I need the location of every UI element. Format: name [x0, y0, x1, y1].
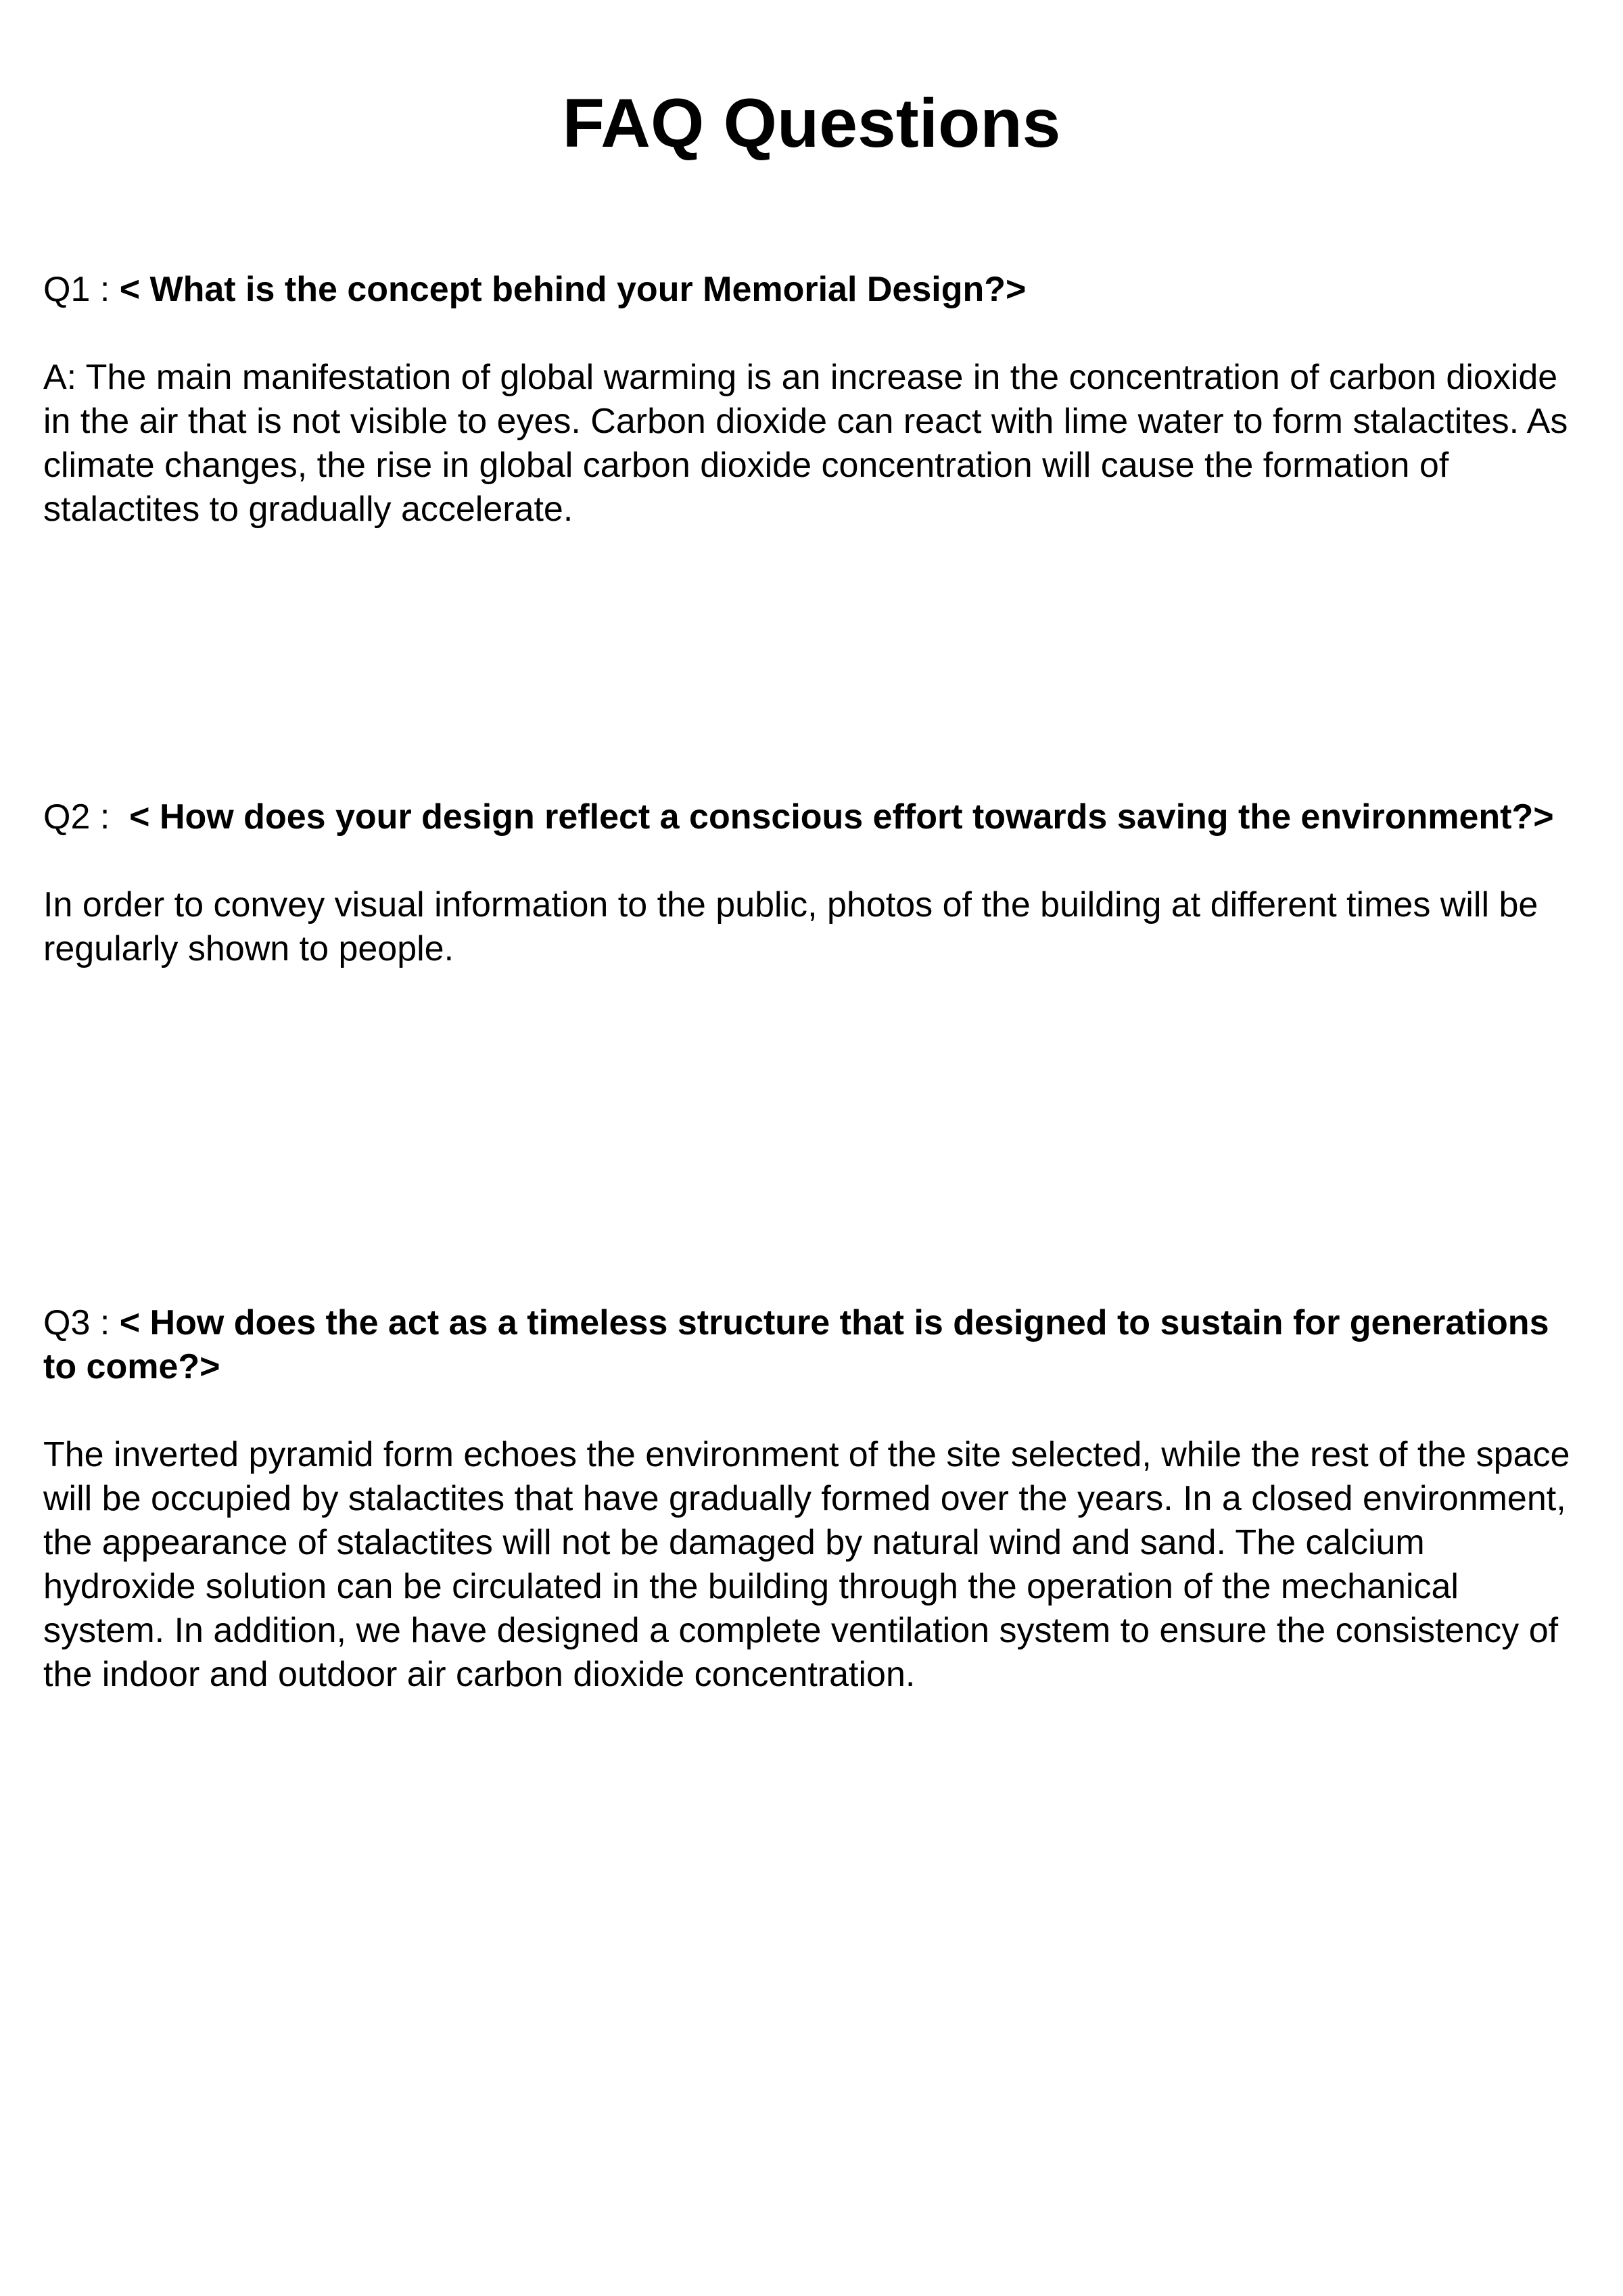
page-title: FAQ Questions — [562, 85, 1061, 162]
question-text-3: < How does the act as a timeless structure that is designed to sustain for generations to come?> — [43, 1303, 1549, 1386]
faq-answer-2: In order to convey visual information to the public, photos of the building at different times will be regularly shown to people. — [43, 885, 1538, 968]
faq-item-2 — [43, 795, 1582, 971]
question-label-1: Q1 : — [43, 270, 120, 309]
faq-item-3 — [43, 1301, 1582, 1697]
faq-question-3 — [43, 1301, 1582, 1389]
question-label-3: Q3 : — [43, 1303, 120, 1342]
question-label-2: Q2 : — [43, 797, 130, 837]
faq-item-1 — [43, 268, 1582, 532]
faq-question-1 — [43, 268, 1582, 312]
faq-answer-1: A: The main manifestation of global warming is an increase in the concentration of carbon dioxide in the air that is not visible to eyes. Carbon dioxide can react with lime water to form stalactites. As climate changes, the rise in global carbon dioxide concentration will cause the formation of stalactites to gradually accelerate. — [43, 358, 1568, 529]
faq-question-2 — [43, 795, 1582, 839]
faq-answer-3: The inverted pyramid form echoes the environment of the site selected, while the rest of the space will be occupied by stalactites that have gradually formed over the years. In a closed environment, the appearance of stalactites will not be damaged by natural wind and sand. The calcium hydroxide solution can be circulated in the building through the operation of the mechanical system. In addition, we have designed a complete ventilation system to ensure the consistency of the indoor and outdoor air carbon dioxide concentration. — [43, 1435, 1570, 1694]
question-text-2: < How does your design reflect a conscious effort towards saving the environment?> — [129, 797, 1554, 837]
question-text-1: < What is the concept behind your Memorial Design?> — [119, 270, 1027, 309]
